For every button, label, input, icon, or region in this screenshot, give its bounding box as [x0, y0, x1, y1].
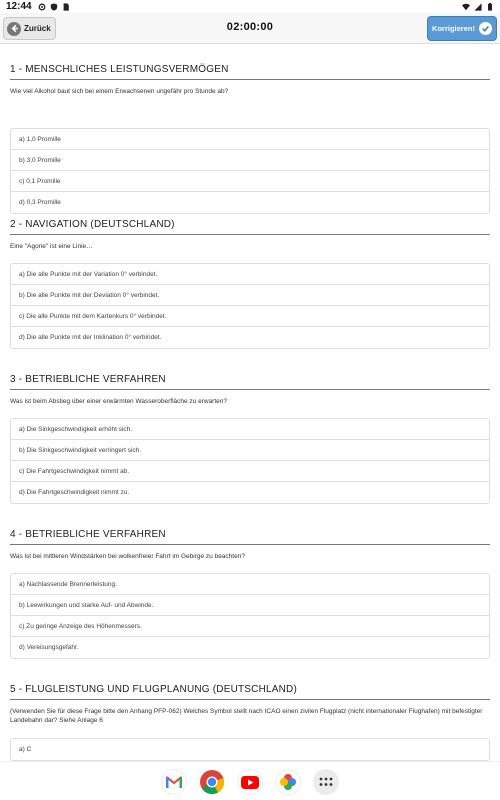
- correct-button-label: Korrigieren!: [432, 24, 475, 33]
- question-title: 1 - MENSCHLICHES LEISTUNGSVERMÖGEN: [10, 64, 490, 80]
- answer-option[interactable]: a) C: [19, 746, 32, 753]
- answer-option[interactable]: d) Die alle Punkte mit der Inklination 0° verbindet.: [19, 334, 162, 341]
- exam-timer: 02:00:00: [226, 21, 274, 33]
- question-title: 4 - BETRIEBLICHE VERFAHREN: [10, 529, 490, 545]
- question-card: [10, 684, 490, 753]
- question-card: [10, 529, 490, 651]
- answer-option[interactable]: b) Die alle Punkte mit der Deviation 0° verbindet.: [11, 285, 489, 306]
- gmail-icon[interactable]: [161, 769, 187, 795]
- question-card: [10, 219, 490, 341]
- answer-option[interactable]: c) Die alle Punkte mit dem Kartenkurs 0° verbindet.: [11, 306, 489, 327]
- check-icon: [479, 22, 492, 35]
- question-text: Was ist bei mittleren Windstärken bei wolkenfreier Fahrt im Gebirge zu beachten?: [10, 553, 245, 560]
- back-button-label: Zurück: [24, 24, 51, 33]
- answer-option[interactable]: b) Leewirkungen und starke Auf- und Abwinde.: [11, 595, 489, 616]
- question-card: [10, 374, 490, 496]
- question-text: Eine "Agone" ist eine Linie…: [10, 243, 93, 250]
- correct-button[interactable]: [427, 16, 497, 41]
- shield-status-icon: [50, 3, 58, 11]
- answer-option[interactable]: b) Die Sinkgeschwindigkeit verringert sich.: [11, 440, 489, 461]
- question-title: 2 - NAVIGATION (DEUTSCHLAND): [10, 219, 490, 235]
- answer-option[interactable]: c) Die Fahrtgeschwindigkeit nimmt ab.: [11, 461, 489, 482]
- battery-icon: [486, 3, 494, 11]
- sim-status-icon: [62, 3, 70, 11]
- answer-list: [10, 263, 490, 349]
- app-header: [0, 13, 500, 44]
- back-button[interactable]: [3, 17, 56, 40]
- app-drawer-icon[interactable]: [313, 769, 339, 795]
- answer-list: [10, 738, 490, 761]
- question-title: 5 - FLUGLEISTUNG UND FLUGPLANUNG (DEUTSCHLAND): [10, 684, 490, 700]
- question-text: (Verwenden Sie für diese Frage bitte den Anhang PFP-062) Welches Symbol stellt nach ICAO einen zivilen Flugplatz (nicht internationaler Flughafen) mit befestigter Landebahn dar? Siehe Anlage 6: [10, 708, 483, 724]
- system-dock: [0, 761, 500, 800]
- question-title: 3 - BETRIEBLICHE VERFAHREN: [10, 374, 490, 390]
- signal-icon: [474, 3, 482, 11]
- youtube-icon[interactable]: [237, 769, 263, 795]
- status-bar: [0, 0, 500, 13]
- answer-option[interactable]: d) 0,3 Promille: [19, 199, 61, 206]
- answer-option[interactable]: d) Vereisungsgefahr.: [19, 644, 79, 651]
- photos-icon[interactable]: [275, 769, 301, 795]
- answer-option[interactable]: a) Nachlassende Brennerleistung.: [11, 574, 489, 595]
- answer-list: [10, 573, 490, 659]
- chrome-icon[interactable]: [199, 769, 225, 795]
- question-text: Was ist beim Abstieg über einer erwärmten Wasseroberfläche zu erwarten?: [10, 398, 228, 405]
- answer-option[interactable]: b) 3,0 Promille: [11, 150, 489, 171]
- answer-option[interactable]: a) 1,0 Promille: [11, 129, 489, 150]
- question-list[interactable]: [0, 44, 500, 761]
- answer-option[interactable]: c) 0,1 Promille: [11, 171, 489, 192]
- question-card: [10, 64, 490, 206]
- wifi-icon: [462, 3, 470, 11]
- answer-option[interactable]: a) Die Sinkgeschwindigkeit erhöht sich.: [11, 419, 489, 440]
- arrow-left-icon: [7, 22, 21, 36]
- answer-option[interactable]: c) Zu geringe Anzeige des Höhenmessers.: [11, 616, 489, 637]
- status-time: 12:44: [6, 1, 32, 12]
- settings-status-icon: [38, 3, 46, 11]
- answer-option[interactable]: a) Die alle Punkte mit der Variation 0° verbindet.: [11, 264, 489, 285]
- answer-list: [10, 418, 490, 504]
- question-text: Wie viel Alkohol baut sich bei einem Erwachsenen ungefähr pro Stunde ab?: [10, 88, 229, 95]
- answer-list: [10, 128, 490, 214]
- answer-option[interactable]: d) Die Fahrtgeschwindigkeit nimmt zu.: [19, 489, 130, 496]
